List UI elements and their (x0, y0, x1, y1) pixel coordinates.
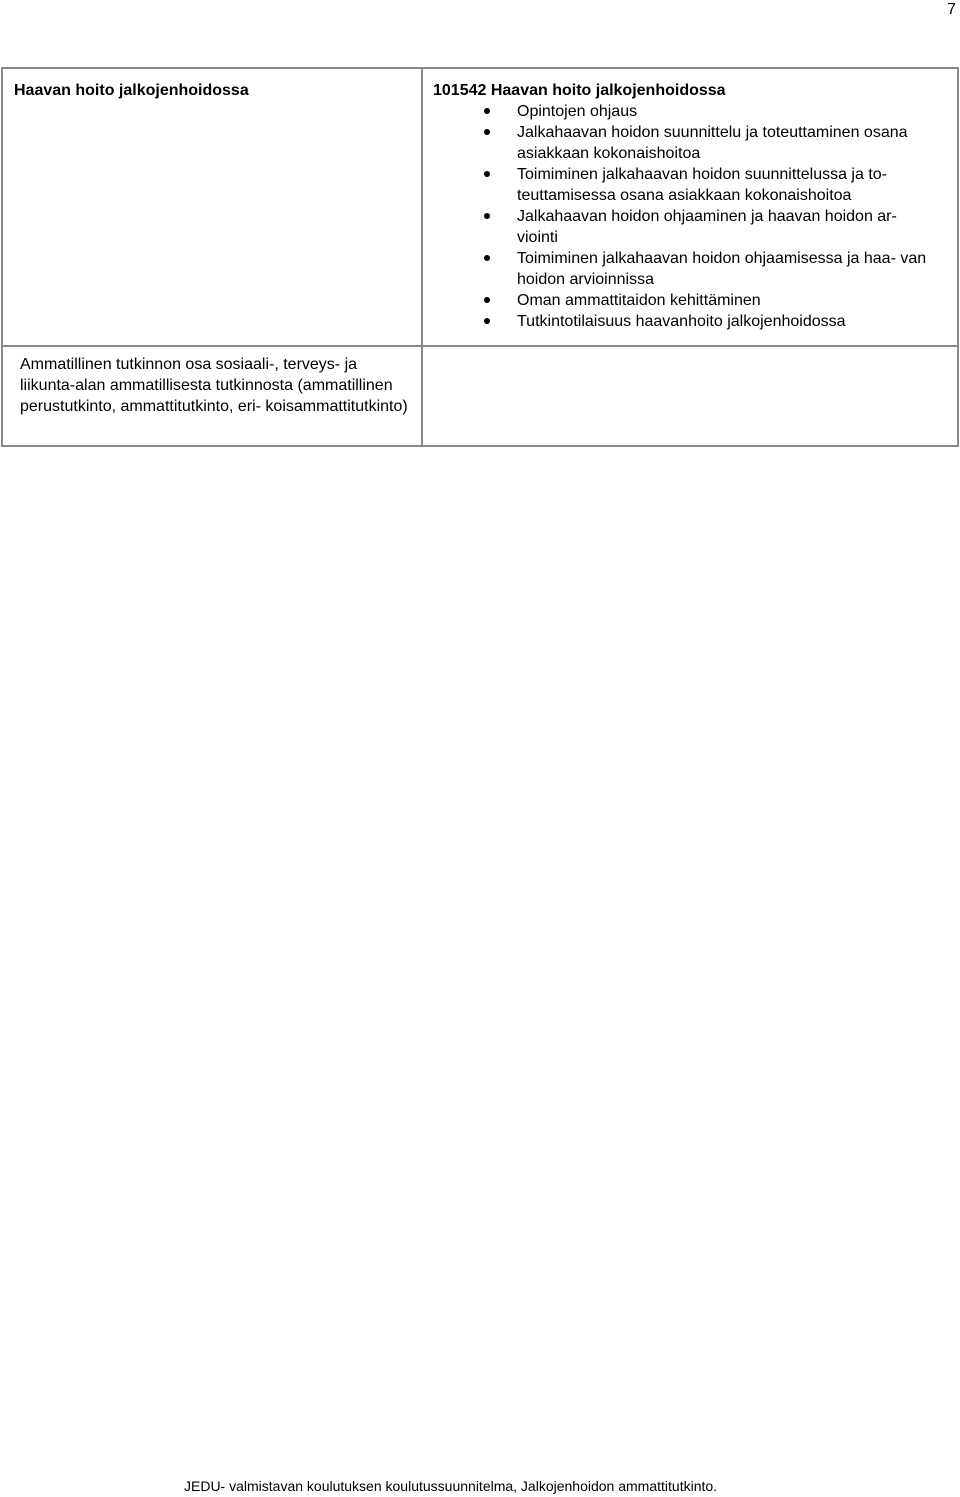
list-item: Toimiminen jalkahaavan hoidon ohjaamisessa ja haa- van hoidon arvioinnissa (517, 248, 937, 290)
list-item: Tutkintotilaisuus haavanhoito jalkojenhoidossa (517, 311, 937, 332)
empty-cell (422, 346, 958, 446)
table-row (2, 346, 958, 446)
module-title: Haavan hoito jalkojenhoidossa (14, 82, 249, 99)
list-item: Opintojen ohjaus (517, 101, 937, 122)
list-item: Jalkahaavan hoidon suunnittelu ja toteuttaminen osana asiakkaan kokonaishoitoa (517, 122, 937, 164)
qualification-info-cell (2, 346, 422, 446)
module-content-cell (422, 68, 958, 346)
list-item: Toimiminen jalkahaavan hoidon suunnittelussa ja to- teuttamisessa osana asiakkaan kokonaishoitoa (517, 164, 937, 206)
module-heading: 101542 Haavan hoito jalkojenhoidossa (433, 82, 726, 99)
module-bullet-list (423, 101, 957, 332)
list-item: Oman ammattitaidon kehittäminen (517, 290, 937, 311)
page-number: 7 (947, 1, 956, 18)
curriculum-table (1, 67, 959, 447)
qualification-info: Ammatillinen tutkinnon osa sosiaali-, terveys- ja liikunta-alan ammatillisesta tutkinnosta (ammatillinen perustutkinto, ammattitutkinto, eri- koisammattitutkinto) (20, 356, 408, 415)
list-item: Jalkahaavan hoidon ohjaaminen ja haavan hoidon ar- viointi (517, 206, 937, 248)
table-row (2, 68, 958, 346)
module-title-cell (2, 68, 422, 346)
page-footer: JEDU- valmistavan koulutuksen koulutussuunnitelma, Jalkojenhoidon ammattitutkinto. (184, 1478, 718, 1494)
